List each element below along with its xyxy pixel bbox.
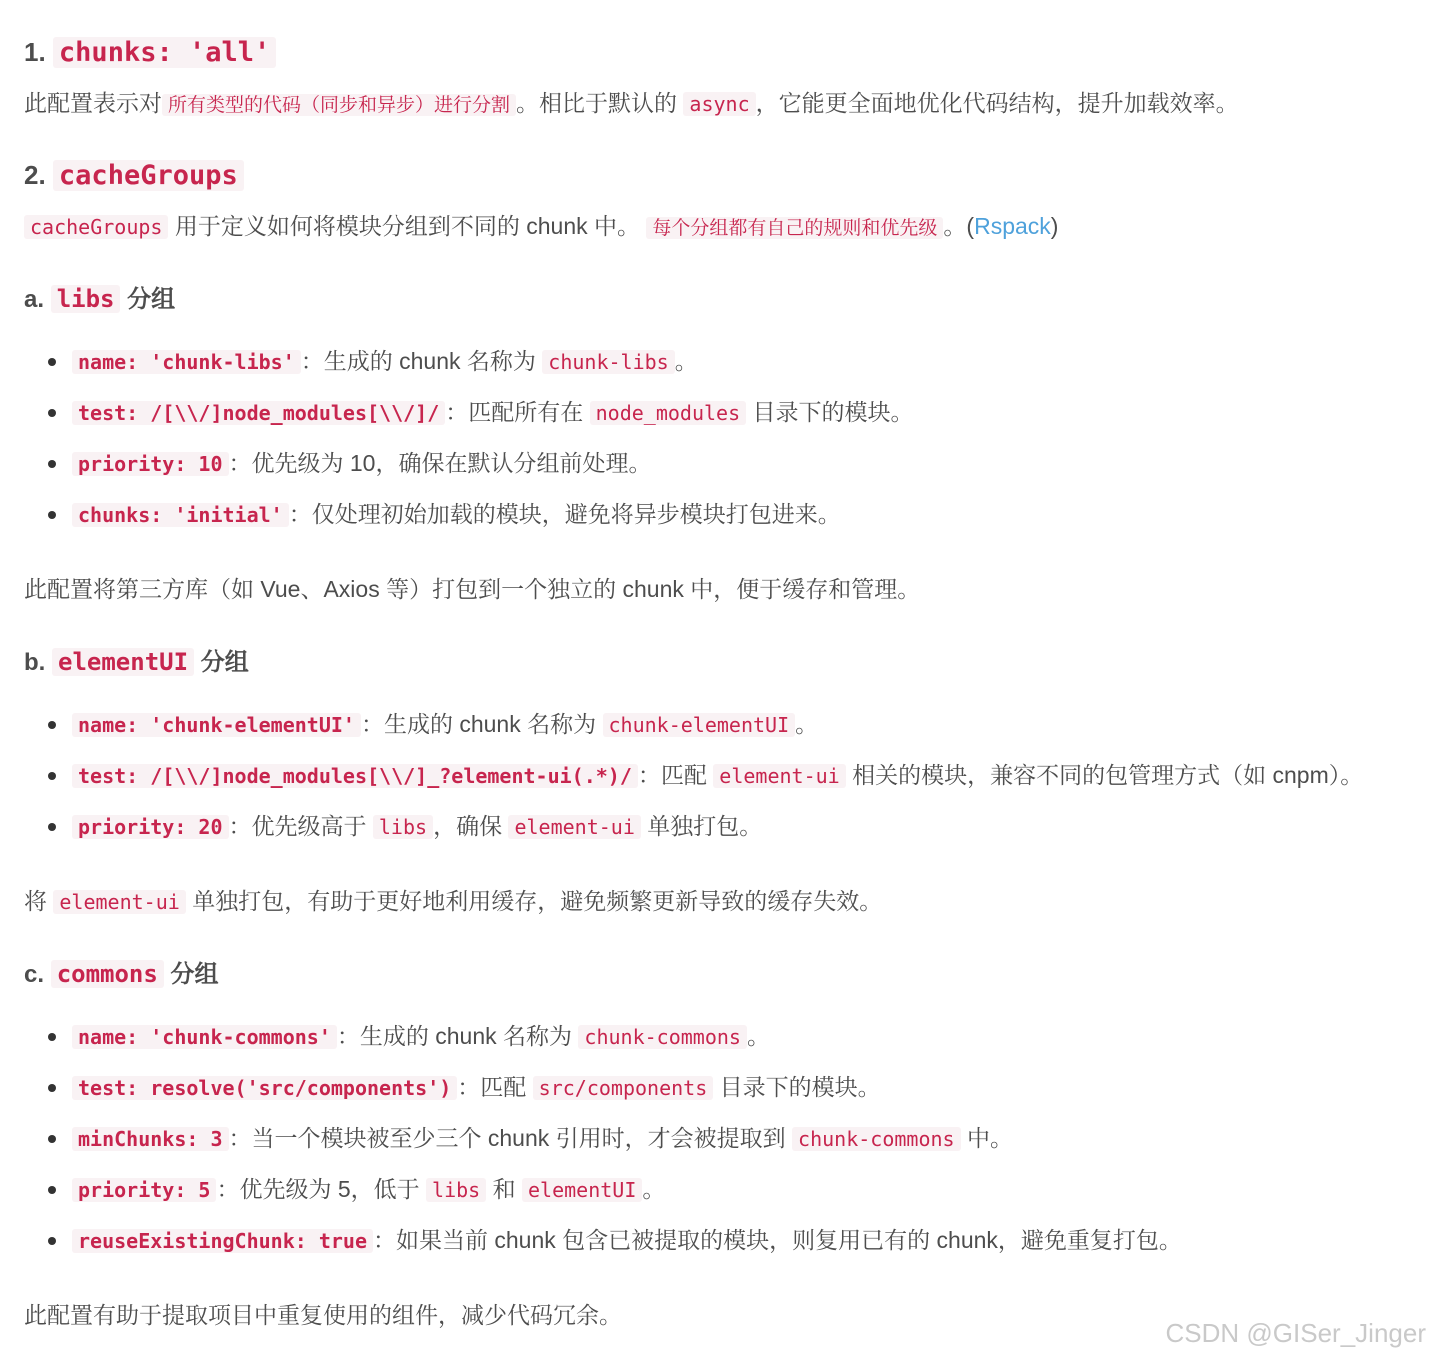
inline-code: chunk-commons [792, 1127, 961, 1151]
text: 。 [642, 1176, 666, 1202]
inline-code: test: resolve('src/components') [72, 1076, 457, 1100]
heading-number: 2. [24, 160, 46, 190]
text: ：生成的 chunk 名称为 [300, 348, 536, 374]
paragraph-chunks-all [24, 86, 1239, 122]
text: 。 [674, 348, 698, 374]
heading-code: chunks: 'all' [53, 37, 276, 68]
inline-code: name: 'chunk-commons' [72, 1025, 337, 1049]
inline-code: chunk-libs [542, 350, 674, 374]
text: 。相比于默认的 [516, 90, 678, 116]
inline-code: chunk-elementUI [603, 713, 796, 737]
inline-code: element-ui [508, 815, 640, 839]
inline-code: name: 'chunk-elementUI' [72, 713, 361, 737]
list-item [72, 707, 818, 742]
heading-suffix: 分组 [170, 961, 219, 988]
inline-code: elementUI [522, 1178, 642, 1202]
heading-chunks-all [24, 32, 276, 73]
inline-code: test: /[\\/]node_modules[\\/]_?element-ui(.*)/ [72, 764, 638, 788]
inline-code: element-ui [53, 890, 185, 914]
list-item [72, 1172, 665, 1207]
inline-code: priority: 20 [72, 815, 229, 839]
text: 目录下的模块。 [752, 399, 914, 425]
text: ：当一个模块被至少三个 chunk 引用时，才会被提取到 [228, 1125, 786, 1151]
inline-code: test: /[\\/]node_modules[\\/]/ [72, 401, 445, 425]
bullet [48, 772, 56, 780]
text: ：生成的 chunk 名称为 [360, 711, 597, 737]
heading-elementui-group [24, 644, 249, 681]
text: 。( [943, 213, 975, 239]
highlight-text: 每个分组都有自己的规则和优先级 [646, 217, 943, 239]
bullet [48, 1186, 56, 1194]
inline-code: minChunks: 3 [72, 1127, 229, 1151]
libs-note: 此配置将第三方库（如 Vue、Axios 等）打包到一个独立的 chunk 中，便于缓存和管理。 [24, 576, 921, 602]
list-item [72, 1223, 1182, 1258]
heading-cachegroups [24, 155, 244, 196]
list-item [72, 446, 651, 481]
text: ：优先级为 5，低于 [216, 1176, 420, 1202]
inline-code: chunk-commons [578, 1025, 747, 1049]
text: ：如果当前 chunk 包含已被提取的模块，则复用已有的 chunk，避免重复打包。 [372, 1227, 1182, 1253]
inline-code: node_modules [590, 401, 747, 425]
list-item [72, 395, 914, 430]
bullet [48, 409, 56, 417]
text: ：仅处理初始加载的模块，避免将异步模块打包进来。 [288, 501, 841, 527]
list-item [72, 809, 762, 844]
heading-libs-group [24, 281, 175, 318]
text: 单独打包，有助于更好地利用缓存，避免频繁更新导致的缓存失效。 [192, 888, 883, 914]
heading-suffix: 分组 [127, 286, 176, 313]
text: ：匹配所有在 [445, 399, 584, 425]
heading-commons-group [24, 956, 219, 993]
text: 。 [795, 711, 819, 737]
text: ：优先级为 10，确保在默认分组前处理。 [228, 450, 652, 476]
inline-code: name: 'chunk-libs' [72, 350, 301, 374]
text: ，确保 [433, 813, 503, 839]
elementui-note [24, 884, 882, 919]
text: 和 [492, 1176, 516, 1202]
text: ：生成的 chunk 名称为 [336, 1023, 573, 1049]
heading-code: commons [51, 960, 164, 988]
text: 目录下的模块。 [719, 1074, 881, 1100]
list-item [72, 1121, 1013, 1156]
text: ，它能更全面地优化代码结构，提升加载效率。 [755, 90, 1239, 116]
text: ：匹配 [637, 762, 707, 788]
heading-code: elementUI [52, 648, 194, 676]
inline-code: libs [373, 815, 433, 839]
text: ：优先级高于 [228, 813, 367, 839]
inline-code: cacheGroups [24, 215, 168, 239]
watermark: CSDN @GISer_Jinger [1165, 1318, 1426, 1348]
bullet [48, 1135, 56, 1143]
bullet [48, 511, 56, 519]
bullet [48, 460, 56, 468]
bullet [48, 1084, 56, 1092]
inline-code: src/components [533, 1076, 714, 1100]
text: 此配置表示对 [24, 90, 162, 116]
heading-suffix: 分组 [200, 649, 249, 676]
text: 中。 [966, 1125, 1013, 1151]
inline-code: libs [426, 1178, 486, 1202]
heading-letter: c. [24, 961, 45, 988]
text: 将 [24, 888, 47, 914]
bullet [48, 823, 56, 831]
text: 用于定义如何将模块分组到不同的 chunk 中。 [174, 213, 640, 239]
bullet [48, 1033, 56, 1041]
bullet [48, 721, 56, 729]
text: ：匹配 [457, 1074, 527, 1100]
bullet [48, 1237, 56, 1245]
inline-code: async [683, 92, 755, 116]
heading-letter: a. [24, 286, 45, 313]
text: 。 [746, 1023, 770, 1049]
highlight-text: 所有类型的代码（同步和异步）进行分割 [162, 94, 516, 116]
bullet [48, 358, 56, 366]
heading-code: cacheGroups [53, 160, 244, 191]
commons-note: 此配置有助于提取项目中重复使用的组件，减少代码冗余。 [24, 1302, 622, 1328]
heading-number: 1. [24, 37, 46, 67]
list-item [72, 758, 1363, 793]
heading-letter: b. [24, 649, 46, 676]
rspack-link[interactable]: Rspack [974, 213, 1051, 239]
list-item [72, 497, 841, 532]
text: 单独打包。 [647, 813, 763, 839]
inline-code: priority: 5 [72, 1178, 216, 1202]
list-item [72, 1070, 881, 1105]
inline-code: chunks: 'initial' [72, 503, 289, 527]
list-item [72, 1019, 770, 1054]
paragraph-cachegroups [24, 209, 1058, 245]
heading-code: libs [51, 285, 121, 313]
text: ) [1050, 213, 1059, 239]
inline-code: element-ui [713, 764, 845, 788]
text: 相关的模块，兼容不同的包管理方式（如 cnpm）。 [852, 762, 1364, 788]
inline-code: reuseExistingChunk: true [72, 1229, 373, 1253]
inline-code: priority: 10 [72, 452, 229, 476]
list-item [72, 344, 698, 379]
